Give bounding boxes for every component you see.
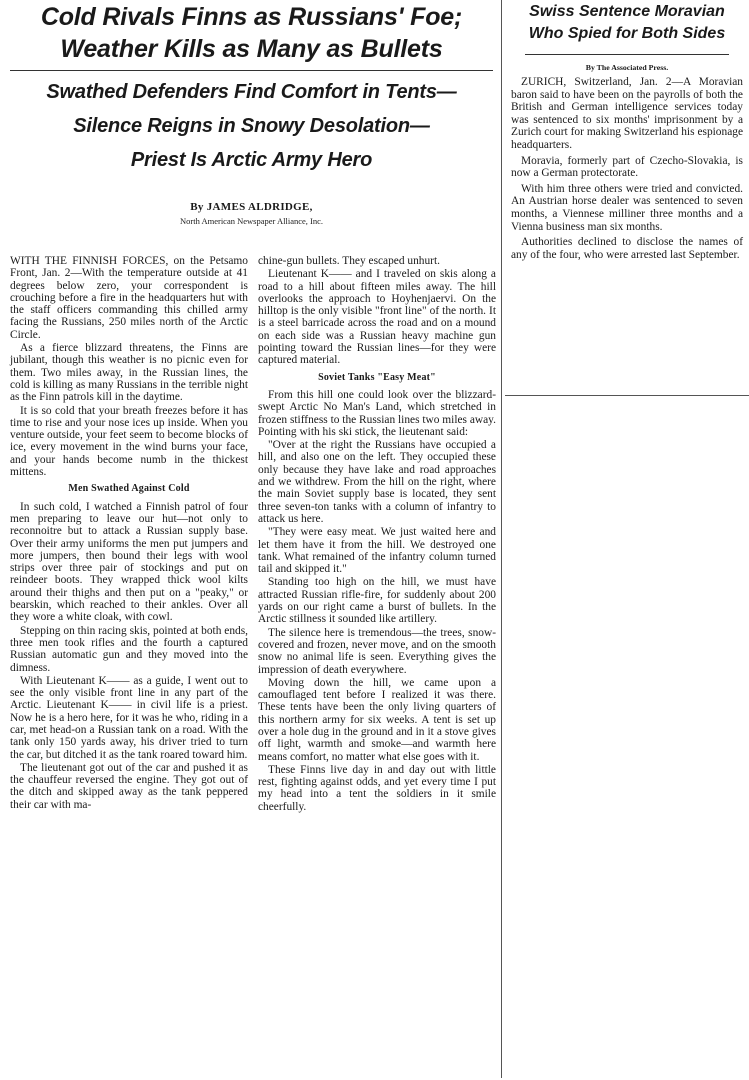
paragraph: Moving down the hill, we came upon a camouflaged tent before I realized it was there. These tents have been the only living quarters of this northern army for six weeks. A tent is set up over a hole dug in the ground and in it a stove gives off light, warmth and smoke—and warmth here means comfort, no matter what else goes with it. [258, 676, 496, 763]
paragraph: Stepping on thin racing skis, pointed at both ends, three men took rifles and the fourth a captured Russian automatic gun and they moved into the dimness. [10, 624, 248, 674]
paragraph: ZURICH, Switzerland, Jan. 2—A Moravian baron said to have been on the payrolls of both the British and German intelligence services today was sentenced to six months' imprisonment by a Zurich court for making Switzerland his espionage headquarters. [511, 76, 743, 151]
paragraph: The silence here is tremendous—the trees, snow-covered and frozen, never move, and on the smooth snow no animal life is seen. Everything gives the impression of death everywhere. [258, 626, 496, 676]
column-1 [10, 255, 248, 812]
deck-line-1: Swathed Defenders Find Comfort in Tents— [46, 81, 457, 103]
subheading: Men Swathed Against Cold [68, 483, 190, 495]
paragraph: From this hill one could look over the blizzard-swept Arctic No Man's Land, which stretched in frozen stiffness to the Russian lines two miles away. Pointing with his ski stick, the lieutenant said: [258, 388, 496, 438]
headline-rule [10, 70, 493, 71]
paragraph: It is so cold that your breath freezes before it has time to rise and your nose ices up inside. When you venture outside, your feet seem to become blocks of ice, every movement in the wind burns your face, and your hands become numb in the thickest mittens. [10, 404, 248, 479]
paragraph: chine-gun bullets. They escaped unhurt. [258, 255, 440, 267]
headline-line-1: Cold Rivals Finns as Russians' Foe; [40, 3, 463, 31]
paragraph: "They were easy meat. We just waited here and let them have it from the hill. We destroyed one tank. What remained of the infantry column turned tail and skipped it." [258, 526, 496, 576]
side-article [505, 0, 749, 396]
paragraph: These Finns live day in and day out with little rest, fighting against odds, and yet every time I put my head into a tent the soldiers in it smile cheerfully. [258, 763, 496, 813]
paragraph: Lieutenant K—— and I traveled on skis along a road to a hill about fifteen miles away. The hill overlooks the approach to Hoyhenjaervi. On the hilltop is the only visible "front line" of the north. It is a steel barricade across the road and on a mound on each side was a Russian heavy machine gun pointing toward the Russian lines—for they were captured material. [258, 268, 496, 367]
column-2 [258, 255, 496, 814]
paragraph: The lieutenant got out of the car and pushed it as the chauffeur reversed the engine. They got out of the ditch and skipped away as the tank peppered their car with ma- [10, 761, 248, 811]
side-headline-line-2: Who Spied for Both Sides [528, 25, 726, 42]
side-headline-line-1: Swiss Sentence Moravian [529, 3, 725, 20]
byline: By JAMES ALDRIDGE, [190, 201, 313, 213]
paragraph: In such cold, I watched a Finnish patrol of four men preparing to leave our hut—not only to reconnoitre but to attack a Russian supply base. Over their army uniforms the men put jumpers and more jumpers, then bound their legs with wool strips over three pair of stockings and put on reindeer boots. They wrapped thick wool kilts around their thighs and then put on a "peaky," or bearskin, which reached to their ankles. Over all they wore a white cloak, with cowl. [10, 500, 248, 624]
paragraph: Authorities declined to disclose the names of any of the four, who were arrested last September. [511, 236, 743, 261]
paragraph: "Over at the right the Russians have occupied a hill, and also one on the left. They occupied these only because they have lake and road approaches and we withdrew. From the hill on the right, where the main Soviet supply base is located, they sent three seven-ton tanks with a column of infantry to attack us here. [258, 439, 496, 525]
paragraph: Moravia, formerly part of Czecho-Slovakia, is now a German protectorate. [511, 154, 743, 180]
paragraph: Standing too high on the hill, we must have attracted Russian rifle-fire, for suddenly about 200 yards on our right came a burst of bullets. In the Arctic stillness it sounded like artillery. [258, 576, 496, 626]
paragraph: As a fierce blizzard threatens, the Finns are jubilant, though this weather is no picnic even for them. Two miles away, in the Russian lines, the cold is killing as many Russians in the terrible night as the Finn patrols kill in the daytime. [10, 342, 248, 404]
subheading: Soviet Tanks "Easy Meat" [318, 371, 436, 383]
side-body [505, 76, 749, 261]
agency-credit: North American Newspaper Alliance, Inc. [179, 216, 324, 226]
deck-line-2: Silence Reigns in Snowy Desolation— [73, 115, 430, 137]
side-byline: By The Associated Press. [585, 63, 669, 72]
side-headline-rule [525, 54, 729, 55]
main-article [2, 0, 502, 1078]
paragraph: WITH THE FINNISH FORCES, on the Petsamo Front, Jan. 2—With the temperature outside at 41 degrees below zero, your correspondent is crouching before a fire in the headquarters hut with the staff officers commanding this chilled army facing the Russians, 250 miles north of the Arctic Circle. [10, 255, 248, 341]
headline-line-2: Weather Kills as Many as Bullets [60, 35, 443, 63]
paragraph: With him three others were tried and convicted. An Austrian horse dealer was sentenced to seven months, a Viennese milliner three months and a Vienna business man six months. [511, 182, 743, 233]
deck-line-3: Priest Is Arctic Army Hero [130, 149, 373, 171]
paragraph: With Lieutenant K—— as a guide, I went out to see the only visible front line in any part of the Arctic. Lieutenant K—— in civil life is a priest. Now he is a hero here, for it was he who, riding in a car, met head-on a Russian tank on a road. With the tank only 150 yards away, his driver tried to turn the car, but ditched it as the tank roared toward him. [10, 674, 248, 761]
